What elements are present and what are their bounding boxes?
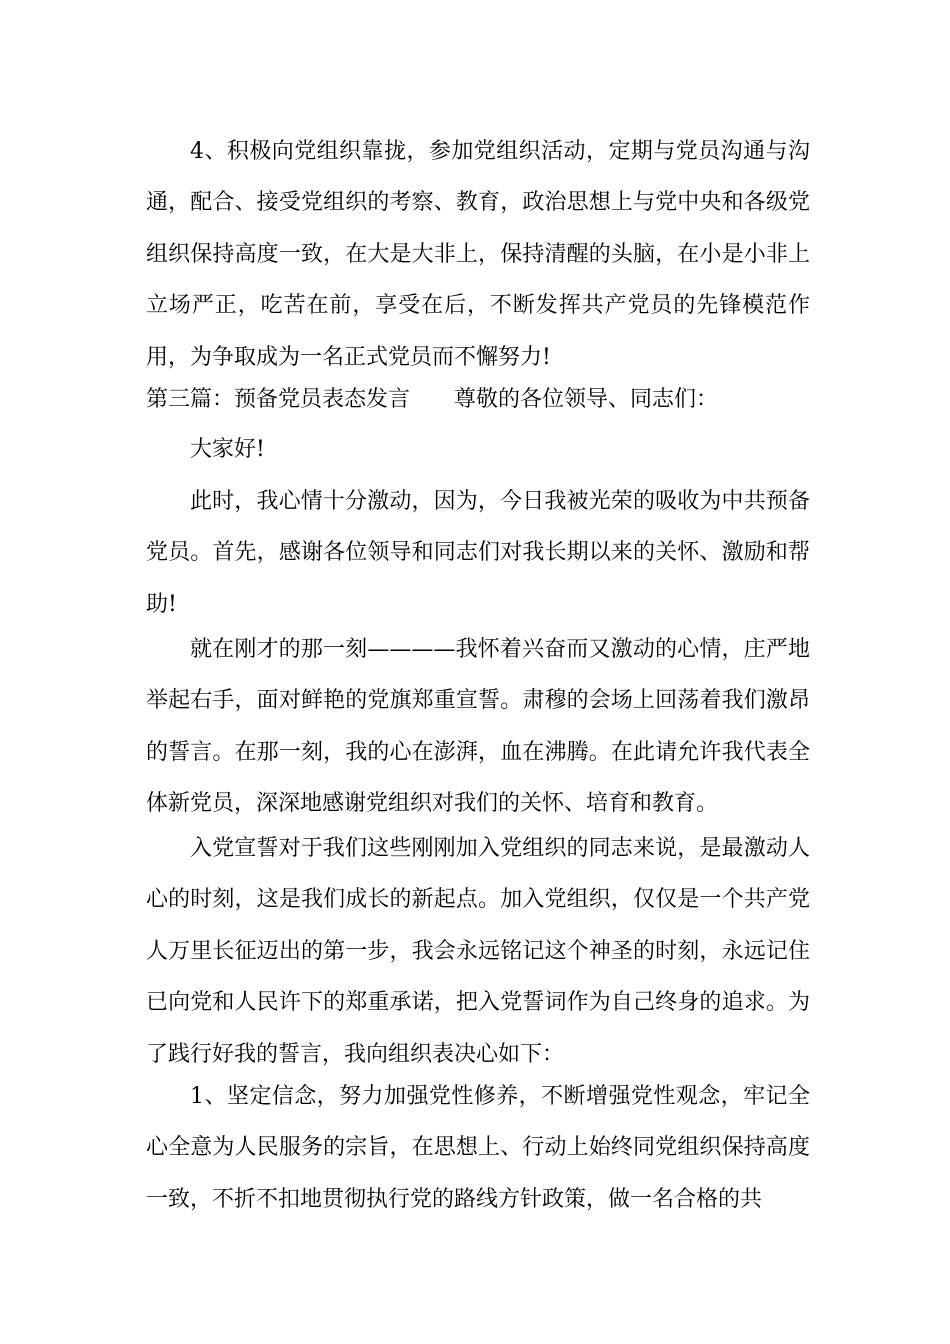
- paragraph-new-start: 入党宣誓对于我们这些刚刚加入党组织的同志来说，是最激动人心的时刻，这是我们成长的新起点。加入党组织，仅仅是一个共产党人万里长征迈出的第一步，我会永远铭记这个神圣的时刻，永远记住已向党和人民许下的郑重承诺，把入党誓词作为自己终身的追求。为了践行好我的誓言，我向组织表决心如下：: [146, 836, 810, 1067]
- paragraph-oath: 就在刚才的那一刻————我怀着兴奋而又激动的心情，庄严地举起右手，面对鲜艳的党旗郑重宣誓。肃穆的会场上回荡着我们激昂的誓言。在那一刻，我的心在澎湃，血在沸腾。在此请允许我代表全体新党员，深深地感谢党组织对我们的关怀、培育和教育。: [146, 637, 810, 817]
- paragraph-point-4: 4、积极向党组织靠拢，参加党组织活动，定期与党员沟通与沟通，配合、接受党组织的考察、教育，政治思想上与党中央和各级党组织保持高度一致，在大是大非上，保持清醒的头脑，在小是小非上立场严正，吃苦在前，享受在后，不断发挥共产党员的先锋模范作用，为争取成为一名正式党员而不懈努力!: [146, 139, 810, 370]
- greeting-paragraph: 大家好!: [190, 437, 265, 462]
- section-title: 第三篇：预备党员表态发言: [146, 387, 411, 412]
- paragraph-point-1: 1、坚定信念，努力加强党性修养，不断增强党性观念，牢记全心全意为人民服务的宗旨，在思想上、行动上始终同党组织保持高度一致，不折不扣地贯彻执行党的路线方针政策，做一名合格的共: [146, 1084, 810, 1212]
- salutation: 尊敬的各位领导、同志们：: [454, 387, 719, 412]
- section-heading-line: [146, 374, 846, 425]
- paragraph-moment: 此时，我心情十分激动，因为，今日我被光荣的吸收为中共预备党员。首先，感谢各位领导和同志们对我长期以来的关怀、激励和帮助!: [146, 489, 810, 617]
